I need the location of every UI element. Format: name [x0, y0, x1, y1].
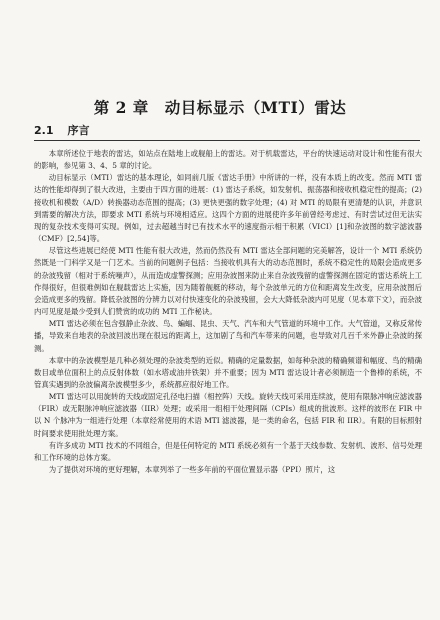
section-number: 2.1 [34, 124, 54, 137]
section-title: 序言 [67, 124, 90, 137]
paragraph: 本章中的杂波模型是几种必须处理的杂波类型的近似。精确的定量数据，如每种杂波的精确频谱和幅度、鸟的精确数目或单位面积上的点反射体数（如水塔或油井铁架）并不重要；因为 MTI 雷达设计者必须制造一个鲁棒的系统，不管真实遇到的杂波偏离杂波模型多少，系统都应很好地工作。 [34, 355, 422, 389]
watermark [59, 15, 111, 40]
paragraph: MTI 雷达可以用旋转的天线或固定孔径电扫描（相控阵）天线。旋转天线可采用连续波，使用有限脉冲响应滤波器（FIR）或无限脉冲响应滤波器（IIR）处理；或采用一组相干处理间隔（CPIs）组成的批波形。这样的波形在 FIR 中以 N 个脉冲为一组进行处理（本章经常使用的术语 MTI 滤波器，是一类的命名，包括 FIR 和 IIR）。有限的目标照射时间要求使用批处理方案。 [34, 392, 422, 438]
paragraph: 有许多成功 MTI 技术的不同组合，但是任何特定的 MTI 系统必须有一个基于天线参数、发射机、波形、信号处理和工作环境的总体方案。 [34, 440, 422, 462]
body-text [34, 148, 422, 476]
paragraph: 为了提供对环境的更好理解，本章列举了一些多年前的平面位置显示器（PPI）照片，这 [48, 465, 336, 475]
chapter-title: 第 2 章 动目标显示（MTI）雷达 [93, 98, 347, 117]
section-heading [34, 122, 420, 141]
paragraph: MTI 雷达必须在包含强静止杂波、鸟、蝙蝠、昆虫、天气、汽车和大气管道的环境中工作。大气管道，又称反常传播，导致来自地表的杂波回波出现在很远的距离上，这加剧了鸟和汽车带来的问题，也导致对几百千米外静止杂波的探测。 [34, 319, 422, 353]
paragraph: 尽管这些进展已经使 MTI 性能有很大改进，然而仍然没有 MTI 雷达全部问题的完美解答，设计一个 MTI 系统仍然既是一门科学又是一门艺术。当前的问题例子包括：当接收机具有大的动态范围时，系统不稳定性的局限会造成更多的杂波残留（相对于系统噪声），从而造成虚警探测；应用杂波图来防止来自杂波残留的虚警探测在固定的雷达系统上工作得很好，但很难例如在舰载雷达上实施，因为随着舰艇的移动，每个杂波单元的方位和距离发生改变，应用杂波图后会造成更多的残留。降低杂波图的分辨力以对付快速变化的杂波残留，会大大降低杂波内可见度（见本章下文），而杂波内可见度是最少受到人们赞赏的成功的 MTI 工作秘诀。 [34, 246, 423, 317]
paragraph: 本章所述位于地表的雷达，如站点在陆地上或舰船上的雷达。对于机载雷达，平台的快速运动对设计和性能有很大的影响，参见第 3、4、5 章的讨论。 [34, 149, 422, 171]
paragraph: 动目标显示（MTI）雷达的基本理论，如同前几版《雷达手册》中所讲的一样，没有本质上的改变。然而 MTI 雷达的性能却得到了很大改进，主要由于四方面的进展：(1) 雷达子系统，如发射机、振荡器和接收机稳定性的提高；(2) 接收机和模数（A/D）转换器动态范围的提高；(3) 更快更强的数字处理；(4) 对 MTI 的局限有更清楚的认识，并意识到需要的解决方法，即要求 MTI 系统与环境相适应。这四个方面的进展使许多年前曾经考虑过、有时尝试过但无法实现的复杂技术变得可实现。例如，过去超越当时已有技术水平的速度指示相干积累（VICI）[1]和杂波图的数字滤波器（CMF）[2,54]等。 [34, 173, 422, 244]
